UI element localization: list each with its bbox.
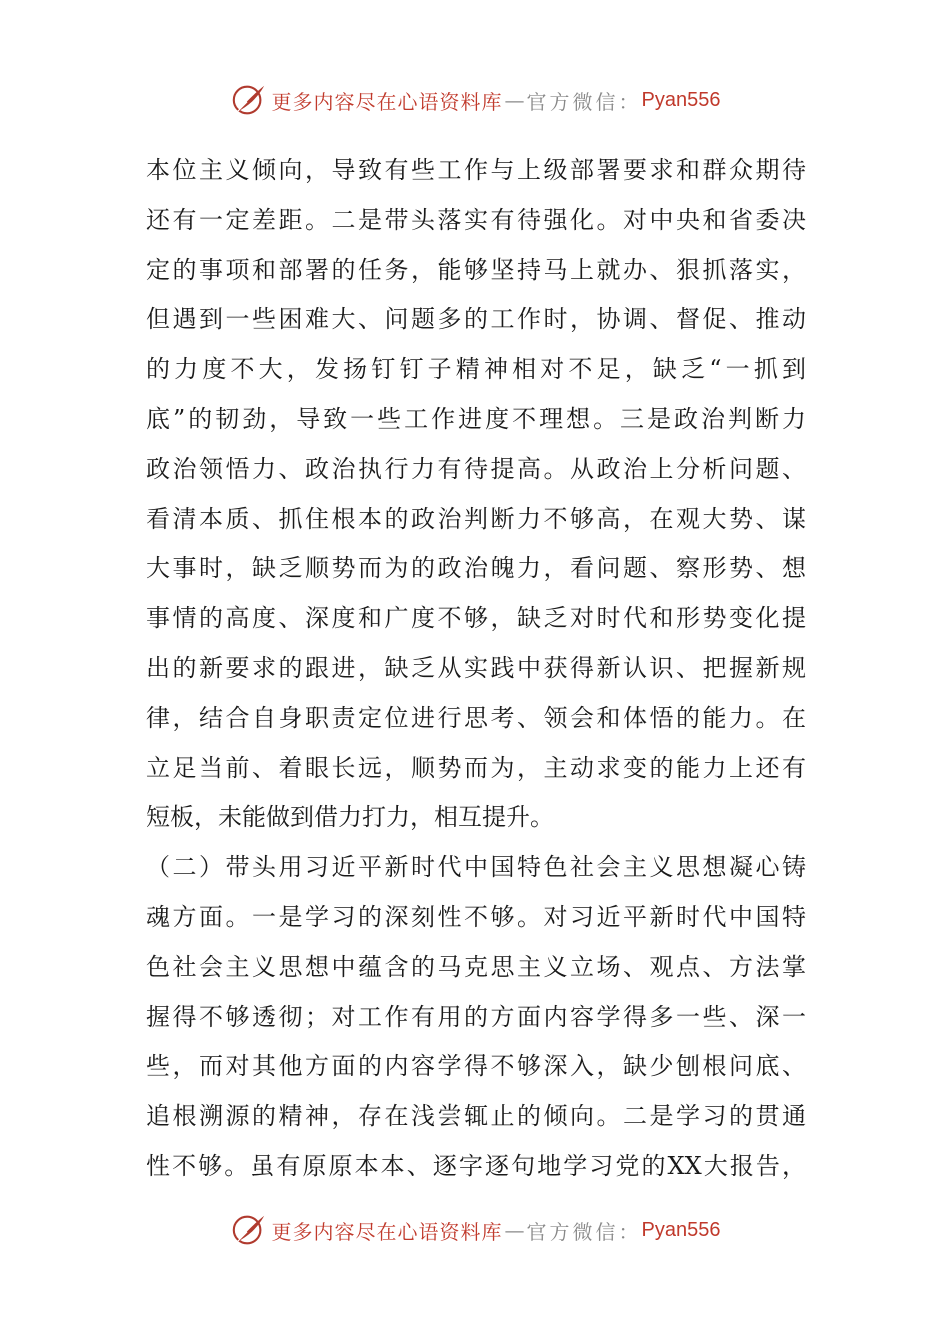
text-line: 性不够。虽有原原本本、逐字逐句地学习党的XX大报告， [146, 1151, 806, 1180]
footer-watermark [0, 1210, 950, 1250]
footer-wechat-label: 官方微信： [526, 1219, 642, 1244]
header-wechat-label: 官方微信： [526, 89, 642, 114]
feather-pen-logo-icon [230, 81, 268, 119]
text-line: 底”的韧劲，导致一些工作进度不理想。三是政治判断力 [146, 404, 806, 433]
text-line: 握得不够透彻；对工作有用的方面内容学得多一些、深一 [146, 1002, 806, 1031]
text-line: 本位主义倾向，导致有些工作与上级部署要求和群众期待 [146, 156, 806, 184]
section-heading-line: （二）带头用习近平新时代中国特色社会主义思想凝心铸 [146, 853, 806, 882]
feather-pen-logo-icon [230, 1211, 268, 1249]
footer-brand-text: 更多内容尽在心语资料库 [271, 1219, 503, 1244]
footer-wechat-id: Pyan556 [641, 1218, 721, 1241]
text-line: 大事时，缺乏顺势而为的政治魄力，看问题、察形势、想 [146, 554, 806, 583]
text-line: 事情的高度、深度和广度不够，缺乏对时代和形势变化提 [146, 604, 806, 633]
text-line: 律，结合自身职责定位进行思考、领会和体悟的能力。在 [146, 703, 806, 732]
text-line: 短板，未能做到借力打力，相互提升。 [146, 803, 554, 832]
header-brand-text: 更多内容尽在心语资料库 [271, 89, 503, 114]
text-line: 但遇到一些困难大、问题多的工作时，协调、督促、推动 [146, 305, 806, 334]
text-line: 色社会主义思想中蕴含的马克思主义立场、观点、方法掌 [146, 952, 806, 981]
text-line: 看清本质、抓住根本的政治判断力不够高，在观大势、谋 [146, 504, 806, 533]
text-line: 追根溯源的精神，存在浅尝辄止的倾向。二是学习的贯通 [146, 1102, 806, 1131]
text-line: 魂方面。一是学习的深刻性不够。对习近平新时代中国特 [146, 902, 806, 931]
header-wechat-id: Pyan556 [641, 88, 721, 111]
text-line: 立足当前、着眼长远，顺势而为，主动求变的能力上还有 [146, 753, 806, 782]
header-dash: — [504, 88, 525, 112]
text-line: 还有一定差距。二是带头落实有待强化。对中央和省委决 [146, 205, 806, 234]
text-line: 定的事项和部署的任务，能够坚持马上就办、狠抓落实， [146, 255, 806, 284]
text-line: 出的新要求的跟进，缺乏从实践中获得新认识、把握新规 [146, 653, 806, 682]
text-line: 的力度不大，发扬钉钉子精神相对不足，缺乏“一抓到 [146, 355, 806, 384]
text-line: 政治领悟力、政治执行力有待提高。从政治上分析问题、 [146, 454, 806, 483]
document-body [146, 146, 806, 1192]
header-watermark [0, 80, 950, 120]
text-line: 些，而对其他方面的内容学得不够深入，缺少刨根问底、 [146, 1052, 806, 1081]
footer-dash: — [504, 1218, 525, 1242]
